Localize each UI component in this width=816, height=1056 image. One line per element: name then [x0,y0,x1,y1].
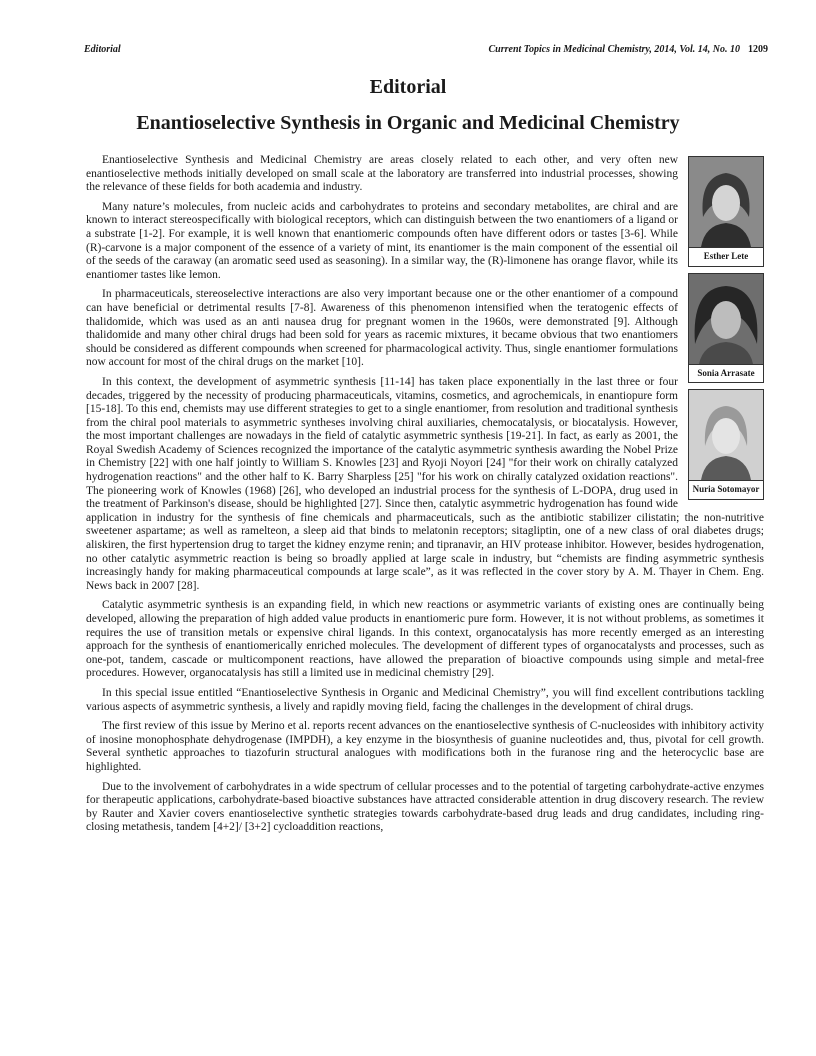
header-page-number: 1209 [748,44,768,55]
paragraph: Catalytic asymmetric synthesis is an expanding field, in which new reactions or asymmetric variants of existing ones are continually being developed, allowing the preparation of high added value products in enantiomeric pure form. However, it is not without problems, as sometimes it requires the use of transition metals or expensive chiral ligands. In this context, organocatalysis has more recently emerged as an interesting approach for the synthesis of enantiomerically enriched molecules. The development of different types of organocatalysts and processes, such as one-pot, tandem, cascade or multicomponent reactions, have allowed the preparation of bioactive compounds using simple and metal-free procedures. However, organocatalysis has still a limited use in medicinal chemistry [29]. [86,599,764,680]
article-title: Enantioselective Synthesis in Organic and Medicinal Chemistry [136,112,680,134]
paragraph: Many nature’s molecules, from nucleic acids and carbohydrates to proteins and secondary metabolites, are chiral and are known to interact stereospecifically with biological receptors, which can distinguish between the two enantiomers of a ligand or a substrate [1-2]. For example, it is well known that enantiomeric compounds often have different odors or tastes [3-6]. While (R)-carvone is a major component of the essence of a variety of mint, its enantiomer is the main component of the essential oil of the seeds of the caraway (an aromatic seed used as seasoning). In a similar way, the (R)-limonene has orange flavor, while its enantiomer tastes like lemon. [86,200,678,281]
header-journal: Current Topics in Medicinal Chemistry, 2014, Vol. 14, No. 10 [488,44,740,55]
author-photo [688,273,764,384]
header-section-label: Editorial [84,44,121,55]
author-photo [688,389,764,500]
paragraph: Enantioselective Synthesis and Medicinal Chemistry are areas closely related to each other, and very often new enantioselective methods initially developed on small scale at the laboratory are transferred into industrial processes, showing the relevance of these fields for both academia and industry. [86,154,678,194]
section-title: Editorial [369,76,447,98]
paragraph: In pharmaceuticals, stereoselective interactions are also very important because one or the other enantiomer of a compound can have beneficial or detrimental results [7-8]. Awareness of this phenomenon intensified when the teratogenic effects of thalidomide, which was used as an anti nausea drug for pregnant women in the 1960s, were demonstrated [9]. Although thalidomide and many other chiral drugs had been sold for years as racemic mixtures, it became obvious that two enantiomers should be considered as different compounds when screened for pharmacological activity. Thus, single enantiomer formulations now account for most of the chiral drugs on the market [10]. [86,288,678,369]
author-portrait-image [689,274,763,365]
author-portrait-image [689,390,763,481]
paragraph: In this context, the development of asymmetric synthesis [11-14] has taken place exponentially in the last three or four decades, triggered by the necessity of producing pharmaceuticals, vitamins, cosmetics, and agrochemicals, in enantiopure form [15-18]. To this end, chemists may use different strategies to get to a single enantiomer, from resolution and traditional synthesis from the chiral pool materials to asymmetric syntheses involving chiral auxiliaries, chemocatalysis, or biocatalysis. However, the most important challenges are nowadays in the field of catalytic asymmetric synthesis [19-21]. In fact, as early as 2001, the Royal Swedish Academy of Sciences recognized the importance of the catalytic asymmetric synthesis awarding the Nobel Prize in Chemistry [22] with one half jointly to William S. Knowles [23] and Ryoji Noyori [24] "for their work on chirally catalyzed hydrogenation reactions" and the other half to K. Barry Sharpless [25] "for his work on chirally catalyzed oxidation reactions". The pioneering work of Knowles (1968) [26], who developed an industrial process for the synthesis of L-DOPA, drug used in the treatment of Parkinson's disease, should be highlighted [27]. Since then, catalytic asymmetric hydrogenation has found wide application in industry for the synthesis of fine chemicals and pharmaceuticals, such as the antibiotic stabilizer cilistatin; the non-nutritive sweetener aspartame; as well as ramelteon, a sleep aid that binds to melatonin receptors; sitagliptin, one of a new class of oral diabetes drugs; aliskiren, the first hypertension drug to target the kidney enzyme renin; and tipranavir, an HIV protease inhibitor. However, besides hydrogenation, no other catalytic asymmetric reaction is being so broadly applied at large scale in industry, but “chemists are finding asymmetric synthesis increasingly handy for making pharmaceutical compounds at large scale”, as it was reflected in the cover story by A. M. Thayer in Chem. Eng. News back in 2007 [28]. [86,375,764,592]
paragraph: Due to the involvement of carbohydrates in a wide spectrum of cellular processes and to the potential of targeting carbohydrate-active enzymes for therapeutic applications, carbohydrate-based bioactive substances have attracted considerable attention in drug discovery research. The review by Rauter and Xavier covers enantioselective synthetic strategies towards carbohydrate-based drug leads and drug candidates, including ring-closing metathesis, tandem [4+2]/ [3+2] cycloaddition reactions, [86,780,764,834]
paragraph: The first review of this issue by Merino et al. reports recent advances on the enantioselective synthesis of C-nucleosides with inhibitory activity of inosine monophosphate dehydrogenase (IMPDH), a key enzyme in the biosynthesis of guanine nucleotides and, thus, pivotal for cell growth. Several synthetic approaches to tiazofurin structural analogues with modifications both in the furanose ring and the heterocyclic base are highlighted. [86,720,764,773]
author-photos [688,156,764,506]
header-journal-info [488,44,768,55]
article-body [86,154,764,841]
author-name: Esther Lete [703,251,749,261]
author-portrait-image [689,157,763,248]
author-name: Sonia Arrasate [697,367,755,378]
paragraph: In this special issue entitled “Enantioselective Synthesis in Organic and Medicinal Chemistry”, you will find excellent contributions tackling various aspects of asymmetric synthesis, a lively and rapidly moving field, facing the challenges in the development of chiral drugs. [86,686,764,713]
author-photo [688,156,764,267]
author-name: Nuria Sotomayor [692,484,760,495]
